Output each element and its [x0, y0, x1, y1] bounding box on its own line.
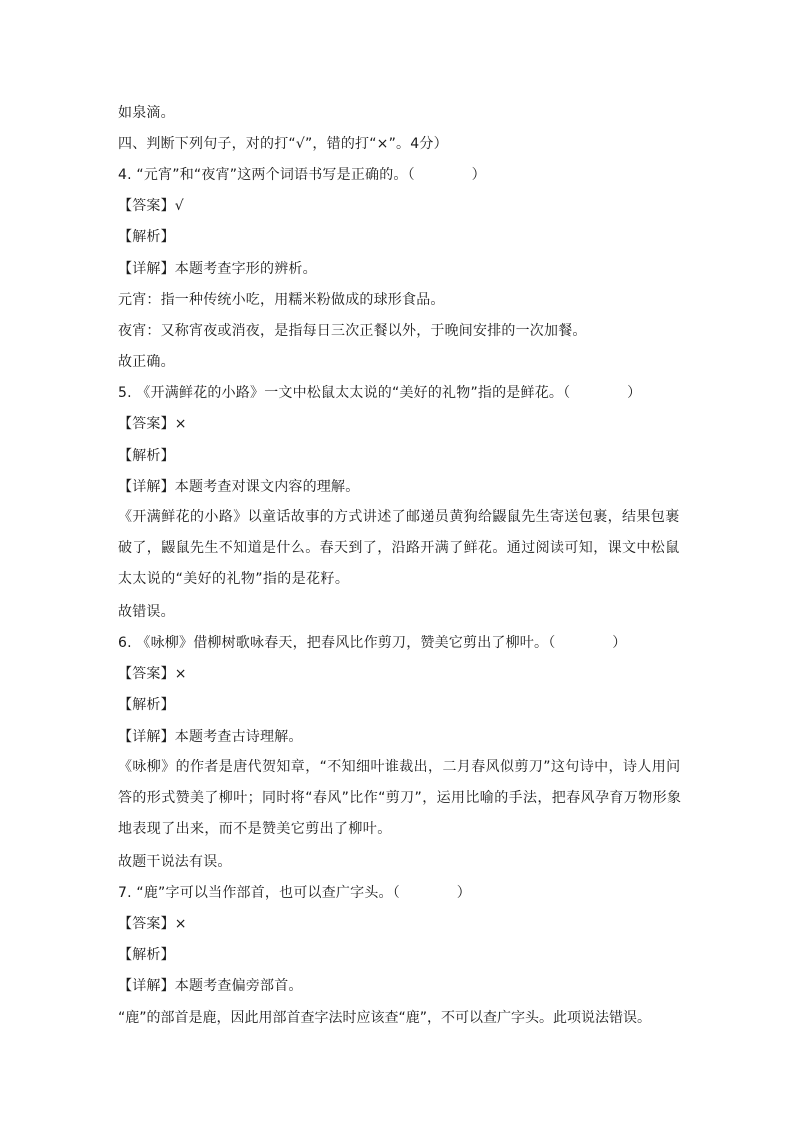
answer-7: 【答案】×: [118, 916, 187, 932]
text-line-continuation: 如泉滴。: [118, 105, 175, 121]
section-heading: 四、判断下列句子，对的打“√”，错的打“×”。4分）: [118, 136, 448, 152]
answer-5: 【答案】×: [118, 416, 187, 432]
conclusion-4: 故正确。: [118, 354, 175, 370]
explanation-4-b: 夜宵：又称宵夜或消夜，是指每日三次正餐以外，于晚间安排的一次加餐。: [118, 323, 587, 339]
analysis-label-4: 【解析】: [118, 229, 175, 245]
analysis-label-7: 【解析】: [118, 947, 175, 963]
explanation-4-a: 元宵：指一种传统小吃，用糯米粉做成的球形食品。: [118, 292, 445, 308]
analysis-label-5: 【解析】: [118, 448, 175, 464]
question-5: 5. 《开满鲜花的小路》一文中松鼠太太说的“美好的礼物”指的是鲜花。（ ）: [118, 385, 642, 401]
detail-4: 【详解】本题考查字形的辨析。: [118, 261, 317, 277]
answer-6: 【答案】×: [118, 666, 187, 682]
question-6: 6. 《咏柳》借柳树歌咏春天，把春风比作剪刀，赞美它剪出了柳叶。（ ）: [118, 635, 627, 651]
explanation-6: 《咏柳》的作者是唐代贺知章，“不知细叶谁裁出，二月春风似剪刀”这句诗中，诗人用问答的形式赞美了柳叶；同时将“春风”比作“剪刀”，运用比喻的手法，把春风孕育万物形象地表现了出来，而不是赞美它剪出了柳叶。: [118, 759, 682, 837]
explanation-5: 《开满鲜花的小路》以童话故事的方式讲述了邮递员黄狗给鼹鼠先生寄送包裹，结果包裹破了，鼹鼠先生不知道是什么。春天到了，沿路开满了鲜花。通过阅读可知，课文中松鼠太太说的“美好的礼物”指的是花籽。: [118, 509, 680, 587]
answer-4: 【答案】√: [118, 198, 184, 214]
question-4: 4. “元宵”和“夜宵”这两个词语书写是正确的。（ ）: [118, 167, 486, 183]
analysis-label-6: 【解析】: [118, 697, 175, 713]
explanation-7: “鹿”的部首是鹿，因此用部首查字法时应该查“鹿”，不可以查广字头。此项说法错误。: [118, 1010, 652, 1026]
detail-6: 【详解】本题考查古诗理解。: [118, 729, 303, 745]
detail-7: 【详解】本题考查偏旁部首。: [118, 978, 303, 994]
conclusion-6: 故题干说法有误。: [118, 854, 232, 870]
detail-5: 【详解】本题考查对课文内容的理解。: [118, 479, 360, 495]
conclusion-5: 故错误。: [118, 604, 175, 620]
question-7: 7. “鹿”字可以当作部首，也可以查广字头。（ ）: [118, 885, 471, 901]
